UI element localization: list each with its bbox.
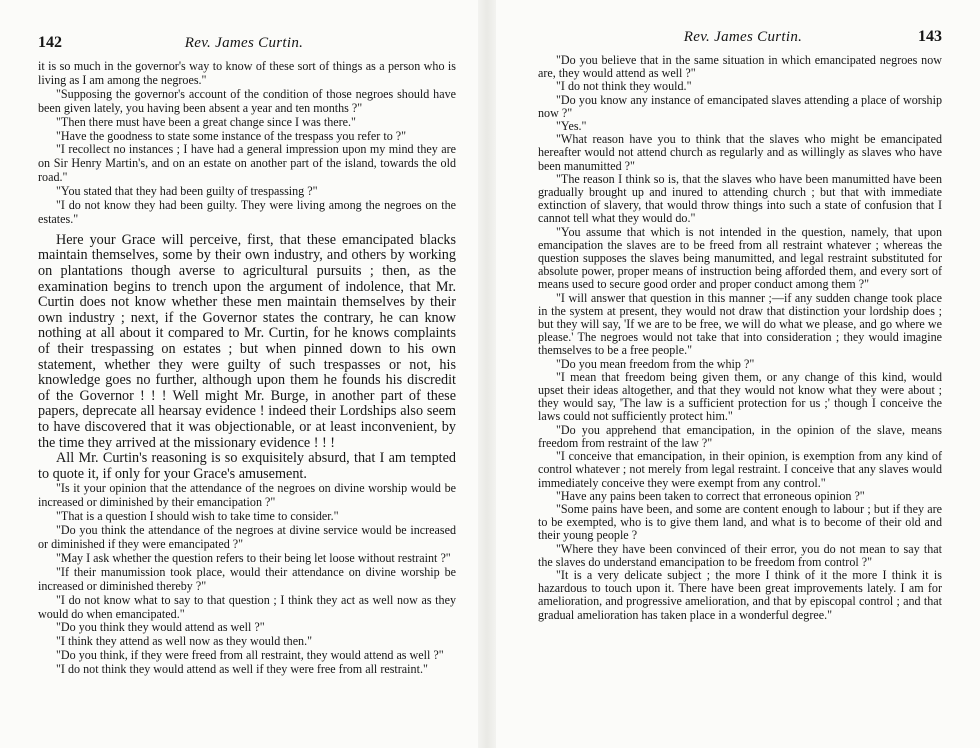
paragraph: "You stated that they had been guilty of trespassing ?" bbox=[56, 184, 318, 199]
paragraph: "Do you believe that in the same situation in which emancipated negroes now are, they would attend as well ?" bbox=[538, 53, 942, 81]
paragraph: "Do you apprehend that emancipation, in the opinion of the slave, means freedom from restraint of the law ?" bbox=[538, 422, 942, 450]
paragraph: "I do not think they would." bbox=[556, 79, 692, 94]
paragraph: "Do you mean freedom from the whip ?" bbox=[556, 356, 755, 371]
paragraph: "I do not know they had been guilty. They were living among the negroes on the estates." bbox=[38, 198, 456, 226]
paragraph: "What reason have you to think that the slaves who might be emancipated hereafter would not attend church as regularly and as willingly as slaves who have been manumitted ?" bbox=[538, 132, 942, 173]
left-page-header bbox=[38, 34, 456, 52]
paragraph: "Have the goodness to state some instance of the trespass you refer to ?" bbox=[56, 128, 407, 143]
paragraph: "Some pains have been, and some are content enough to labour ; but if they are to be exempted, who is to give them land, and what is to become of their old and their young people ? bbox=[538, 501, 942, 543]
paragraph: "Do you think the attendance of the negroes at divine service would be increased or diminished if they were emancipated ?" bbox=[38, 523, 456, 551]
paragraph: "Have any pains been taken to correct that erroneous opinion ?" bbox=[556, 488, 865, 503]
running-head: Rev. James Curtin. bbox=[683, 29, 803, 45]
paragraph: "I conceive that emancipation, in their opinion, is exemption from any kind of control whatever ; not merely from legal restraint. I conceive that any slaves would immediately conceive they were exempt from any control." bbox=[538, 449, 942, 490]
paragraph: "I do not think they would attend as well if they were free from all restraint." bbox=[56, 662, 428, 677]
paragraph: "I think they attend as well now as they would then." bbox=[56, 634, 313, 649]
paragraph: "I will answer that question in this manner ;—if any sudden change took place in the system at present, they would not draw that distinction your lordship does ; but they will say, 'If we are to be free, we will do what we please, and go where we please.' The negroes would not take that into consideration ; they would imagine themselves to be a free people." bbox=[538, 290, 942, 358]
right-page-header bbox=[538, 28, 942, 46]
paragraph: "If their manumission took place, would their attendance on divine worship be increased or diminished thereby ?" bbox=[38, 564, 456, 593]
paragraph: "It is a very delicate subject ; the more I think of it the more I think it is hazardous to touch upon it. There have been great improvements lately. I am for amelioration, and progressive amelioration, and that by episcopal control ; and that gradual amelioration has taken place in a wonderful degree." bbox=[538, 567, 942, 622]
paragraph: "Do you think, if they were freed from all restraint, they would attend as well ?" bbox=[56, 648, 444, 663]
left-page-body bbox=[38, 60, 456, 677]
paragraph: "I recollect no instances ; I have had a general impression upon my mind they are on Sir Henry Martin's, and on an estate on another part of the island, towards the old road." bbox=[38, 142, 456, 185]
paragraph: "Where they have been convinced of their error, you do not mean to say that the slaves do understand emancipation to be freedom from control ?" bbox=[538, 541, 942, 569]
paragraph: "Do you know any instance of emancipated slaves attending a place of worship now ?" bbox=[538, 92, 942, 120]
paragraph: All Mr. Curtin's reasoning is so exquisitely absurd, that I am tempted to quote it, if only for your Grace's amusement. bbox=[38, 450, 456, 482]
running-head: Rev. James Curtin. bbox=[184, 35, 304, 51]
paragraph: "Is it your opinion that the attendance of the negroes on divine worship would be increased or diminished by their emancipation ?" bbox=[38, 481, 456, 510]
left-page bbox=[0, 0, 478, 748]
paragraph: "Then there must have been a great change since I was there." bbox=[56, 114, 356, 129]
paragraph: "I mean that freedom being given them, or any change of this kind, would upset their ideas altogether, and that they would not know what they were about ; they would say, 'The law is a sufficient protection for us ;' though I conceive the laws could not sufficiently protect him." bbox=[538, 369, 942, 424]
page-number: 143 bbox=[918, 28, 942, 45]
page-number: 142 bbox=[38, 34, 62, 51]
paragraph: "You assume that which is not intended in the question, namely, that upon emancipation the slaves are to be freed from all restraint whatever ; whereas the question supposes the slaves being manumitted, and legal restraint substituted for absolute power, proper means of instruction being afforded them, and every sort of means used to secure good order and proper conduct among them ?" bbox=[538, 224, 942, 292]
right-page bbox=[496, 0, 980, 748]
paragraph: "Supposing the governor's account of the condition of those negroes should have been given lately, you having been absent a year and ten months ?" bbox=[38, 86, 456, 115]
book-gutter bbox=[478, 0, 496, 748]
paragraph: Here your Grace will perceive, first, that these emancipated blacks maintain themselves, some by their own industry, and others by working on plantations though averse to agricultural pursuits ; then, as the examination begins to trench upon the argument of indolence, that Mr. Curtin does not know whether these men maintain themselves by their own industry ; next, if the Governor states the contrary, he can know nothing at all about it compared to Mr. Curtin, for he knows complaints of their trespassing on estates ; but when pinned down to his own statement, whether they were guilty of such trespasses or not, his knowledge goes no further, although upon them he founds his discredit of the Governor ! ! ! Well might Mr. Burge, in another part of these papers, deprecate all hearsay evidence ! indeed their Lordships also seem to have discovered that it was objectionable, or at least inconvenient, by the time they arrived at the missionary evidence ! ! ! bbox=[38, 231, 456, 451]
paragraph: "Do you think they would attend as well ?" bbox=[56, 620, 265, 635]
right-page-body bbox=[538, 54, 942, 622]
paragraph: "Yes." bbox=[556, 119, 587, 134]
paragraph: "May I ask whether the question refers to their being let loose without restraint ?" bbox=[56, 550, 451, 565]
paragraph: it is so much in the governor's way to know of these sort of things as a person who is living as I am among the negroes." bbox=[38, 59, 456, 87]
paragraph: "That is a question I should wish to take time to consider." bbox=[56, 509, 339, 524]
paragraph: "The reason I think so is, that the slaves who have been manumitted have been gradually brought up and inured to attending church ; but that with immediate extinction of slavery, that would throw things into such a state of confusion that I cannot tell what they would do." bbox=[538, 171, 942, 226]
paragraph: "I do not know what to say to that question ; I think they act as well now as they would do when emancipated." bbox=[38, 592, 456, 621]
